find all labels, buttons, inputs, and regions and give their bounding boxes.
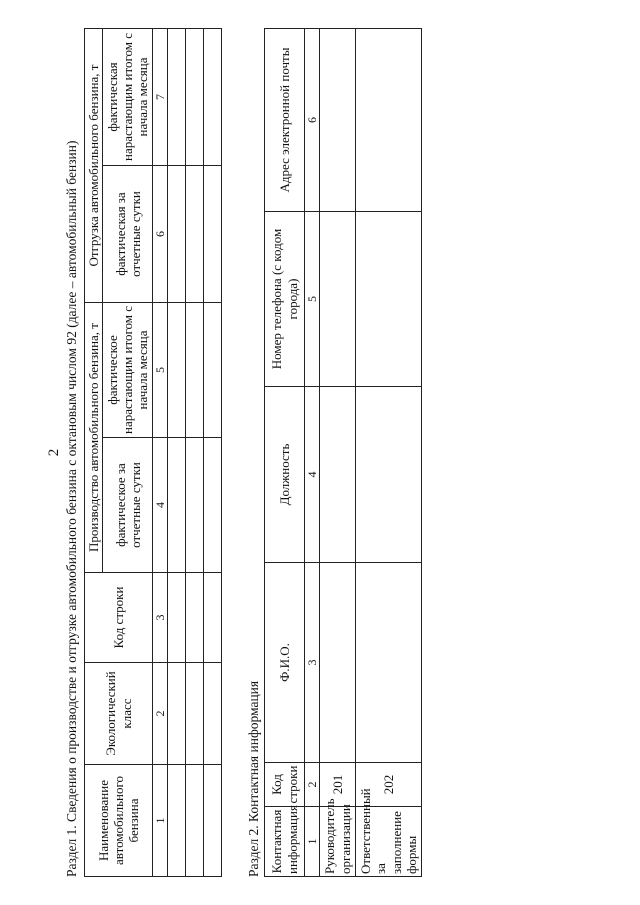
- header-fuel-name: Наименование автомобильного бензина: [85, 765, 153, 877]
- table-cell[interactable]: [168, 663, 186, 765]
- table-row: [168, 28, 186, 876]
- header-production-group: Производство автомобильного бензина, т: [85, 303, 103, 573]
- header-phone: Номер телефона (с кодом города): [265, 212, 305, 387]
- table-cell[interactable]: [204, 438, 222, 573]
- header-line-code: Код строки: [265, 763, 305, 807]
- table-cell[interactable]: [204, 573, 222, 663]
- column-number: 2: [305, 763, 320, 807]
- table-cell[interactable]: [356, 29, 422, 212]
- table-cell[interactable]: [168, 438, 186, 573]
- table-cell[interactable]: [168, 303, 186, 438]
- row-label: Ответственный за заполнение формы: [356, 807, 422, 877]
- header-contact-info: Контактная информация: [265, 807, 305, 877]
- row-code: 201: [320, 763, 356, 807]
- header-production-total: фактическое нарастающим итогом с начала месяца: [103, 303, 153, 438]
- section2-title: Раздел 2. Контактная информация: [246, 680, 261, 877]
- header-line-code: Код строки: [85, 573, 153, 663]
- table-cell[interactable]: [186, 166, 204, 303]
- row-code: 202: [356, 763, 422, 807]
- header-full-name: Ф.И.О.: [265, 563, 305, 763]
- table-cell[interactable]: [168, 573, 186, 663]
- column-number: 1: [153, 765, 168, 877]
- table-row: [204, 28, 222, 876]
- table-cell[interactable]: [320, 29, 356, 212]
- header-shipment-group: Отгрузка автомобильного бензина, т: [85, 28, 103, 302]
- table-cell[interactable]: [186, 438, 204, 573]
- column-number: 3: [305, 563, 320, 763]
- table-cell[interactable]: [320, 212, 356, 387]
- table-cell[interactable]: [168, 166, 186, 303]
- column-number: 7: [153, 28, 168, 165]
- page-number: 2: [46, 448, 62, 457]
- table-cell[interactable]: [356, 387, 422, 563]
- section2-table: [264, 28, 422, 877]
- section1-table: [84, 28, 222, 877]
- table-cell[interactable]: [204, 765, 222, 877]
- table-cell[interactable]: [186, 573, 204, 663]
- table-cell[interactable]: [204, 663, 222, 765]
- table-cell[interactable]: [356, 563, 422, 763]
- table-cell[interactable]: [204, 166, 222, 303]
- header-email: Адрес электронной почты: [265, 29, 305, 212]
- table-cell[interactable]: [186, 303, 204, 438]
- table-row: [356, 29, 422, 877]
- header-shipment-total: фактическая нарастающим итогом с начала месяца: [103, 28, 153, 165]
- table-row: [186, 28, 204, 876]
- table-cell[interactable]: [320, 563, 356, 763]
- column-number: 6: [305, 29, 320, 212]
- header-production-day: фактическое за отчетные сутки: [103, 438, 153, 573]
- column-number: 5: [305, 212, 320, 387]
- table-cell[interactable]: [204, 28, 222, 165]
- header-position: Должность: [265, 387, 305, 563]
- column-number: 3: [153, 573, 168, 663]
- column-number: 2: [153, 663, 168, 765]
- table-cell[interactable]: [186, 765, 204, 877]
- column-number: 5: [153, 303, 168, 438]
- header-shipment-day: фактическая за отчетные сутки: [103, 166, 153, 303]
- table-row: [320, 29, 356, 877]
- table-cell[interactable]: [186, 663, 204, 765]
- header-eco-class: Экологический класс: [85, 663, 153, 765]
- table-cell[interactable]: [186, 28, 204, 165]
- section1-title: Раздел 1. Сведения о производстве и отгрузке автомобильного бензина с октановым числом 92 (далее – автомобильный бензин): [64, 140, 79, 877]
- column-number: 4: [305, 387, 320, 563]
- column-number: 4: [153, 438, 168, 573]
- column-number: 1: [305, 807, 320, 877]
- table-cell[interactable]: [204, 303, 222, 438]
- column-number: 6: [153, 166, 168, 303]
- row-label: Руководитель организации: [320, 807, 356, 877]
- table-cell[interactable]: [168, 765, 186, 877]
- table-cell[interactable]: [168, 28, 186, 165]
- table-cell[interactable]: [356, 212, 422, 387]
- table-cell[interactable]: [320, 387, 356, 563]
